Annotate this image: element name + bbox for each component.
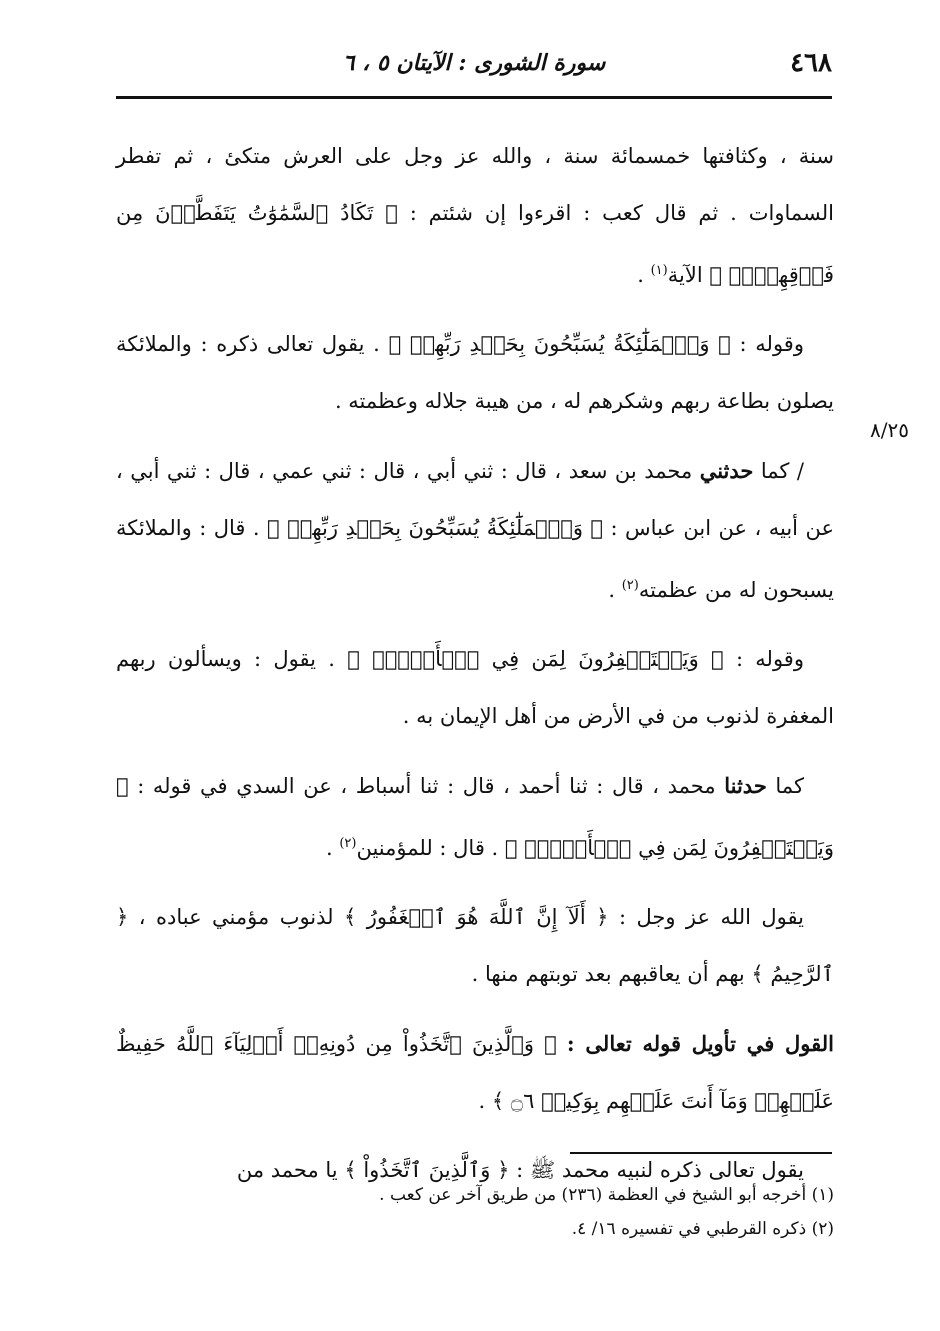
quran-quote: ﴿ وَٱلۡمَلَٰٓئِكَةُ يُسَبِّحُونَ بِحَمۡدِ رَبِّهِمۡ ﴾ xyxy=(388,332,731,356)
hadith-keyword: حدثني xyxy=(699,458,754,483)
quran-quote: ﴿ وَٱلۡمَلَٰٓئِكَةُ يُسَبِّحُونَ بِحَمۡدِ رَبِّهِمۡ ﴾ xyxy=(267,516,604,540)
main-text xyxy=(116,128,834,1211)
text-segment: محمد ، قال : ثنا أحمد ، قال : ثنا أسباط ، عن السدي في قوله : xyxy=(137,774,716,798)
footnote-1: (١) أخرجه أبو الشيخ في العظمة (٢٣٦) من طريق آخر عن كعب . xyxy=(379,1185,834,1205)
footnote-marker: (١) xyxy=(650,263,668,278)
text-segment: سنة ، وكثافتها خمسمائة سنة ، والله عز وجل على العرش متكئ ، ثم تفطر السماوات . ثم قال كعب : اقرءوا إن شئتم : xyxy=(116,144,834,225)
running-title: سورة الشورى : الآيتان ٥ ، ٦ xyxy=(342,50,606,76)
quran-quote: ﴿ ٱلرَّحِيمُ ﴾ xyxy=(116,905,834,986)
text-segment: يقول تعالى ذكره لنبيه محمد ﷺ : xyxy=(516,1158,804,1182)
footnote-divider xyxy=(570,1152,832,1154)
text-segment: . xyxy=(608,578,616,602)
paragraph-6 xyxy=(116,889,834,1003)
text-segment: الآية xyxy=(667,263,703,287)
text-segment: وقوله : xyxy=(739,332,804,356)
paragraph-7 xyxy=(116,1015,834,1130)
quran-quote: ﴿ أَلَآ إِنَّ ٱللَّهَ هُوَ ٱلۡغَفُورُ ﴾ xyxy=(344,905,609,929)
text-segment: . يقول : ويسألون ربهم المغفرة لذنوب من في الأرض من أهل الإيمان به . xyxy=(116,647,834,728)
footnote-marker: (٢) xyxy=(339,836,357,851)
quran-quote: ﴿ وَٱلَّذِينَ ٱتَّخَذُواْ ﴾ xyxy=(344,1158,510,1182)
text-segment: . قال : للمؤمنين xyxy=(356,836,499,860)
text-segment: . قال : والملائكة يسبحون له من عظمته xyxy=(116,516,834,602)
margin-volume-page-reference: ٨/٢٥ xyxy=(870,418,909,442)
header-divider xyxy=(116,96,832,99)
text-segment: . xyxy=(637,263,644,287)
text-segment: محمد بن سعد ، قال : ثني أبي ، قال : ثني عمي ، قال : ثني أبي ، عن أبيه ، عن ابن عباس : xyxy=(116,459,834,540)
footnote-2: (٢) ذكره القرطبي في تفسيره ١٦/ ٤. xyxy=(571,1219,834,1239)
quran-quote: ﴿ وَٱلَّذِينَ ٱتَّخَذُواْ مِن دُونِهِۦٓ أَوۡلِيَآءَ ٱللَّهُ حَفِيظٌ عَلَيۡهِمۡ وَمَآ أَنتَ عَلَيۡهِم بِوَكِيلٖ ۝٦ ﴾ xyxy=(116,1032,834,1113)
text-segment: كما xyxy=(775,774,804,798)
footnotes xyxy=(116,1178,834,1246)
page-number: ٤٦٨ xyxy=(790,48,832,78)
paragraph-5 xyxy=(116,757,834,877)
paragraph-4 xyxy=(116,631,834,745)
text-segment: / كما xyxy=(760,459,804,483)
paragraph-1 xyxy=(116,128,834,304)
text-segment: وقوله : xyxy=(735,647,804,671)
footnote-marker: (٢) xyxy=(621,578,639,593)
text-segment: لذنوب مؤمني عباده ، xyxy=(138,905,334,929)
quran-quote: ﴿ وَيَسۡتَغۡفِرُونَ لِمَن فِي ٱلۡأَرۡضِۗ ﴾ xyxy=(116,774,834,860)
text-segment: . xyxy=(325,836,333,860)
quran-quote: ﴿ وَيَسۡتَغۡفِرُونَ لِمَن فِي ٱلۡأَرۡضِۗ ﴾ xyxy=(347,647,724,671)
text-segment: يا محمد من xyxy=(236,1158,338,1182)
section-heading: القول في تأويل قوله تعالى : xyxy=(566,1031,834,1056)
paragraph-3 xyxy=(116,442,834,619)
text-segment: بهم أن يعاقبهم بعد توبتهم منها . xyxy=(471,962,745,986)
text-segment: . يقول تعالى ذكره : والملائكة يصلون بطاعة ربهم وشكرهم له ، من هيبة جلاله وعظمته . xyxy=(116,332,834,413)
text-segment: يقول الله عز وجل : xyxy=(618,905,804,929)
text-segment: . xyxy=(478,1089,486,1113)
paragraph-2 xyxy=(116,316,834,430)
page-header xyxy=(116,42,832,92)
hadith-keyword: حدثنا xyxy=(724,773,767,798)
quran-quote: ﴿ تَكَادُ ٱلسَّمَٰوَٰتُ يَتَفَطَّرۡنَ مِن فَوۡقِهِنَّۚ ﴾ xyxy=(116,201,834,287)
